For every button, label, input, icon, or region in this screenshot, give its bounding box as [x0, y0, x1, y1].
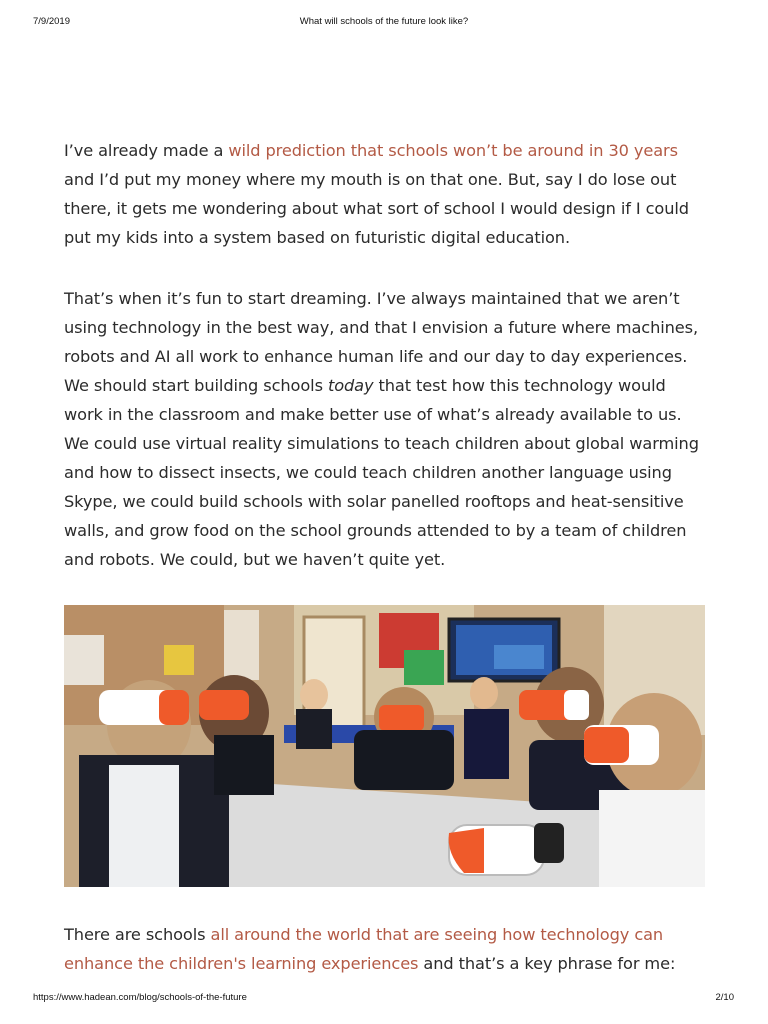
paragraph-1 [64, 136, 709, 252]
print-date: 7/9/2019 [33, 16, 70, 27]
paragraph-2 [64, 284, 709, 574]
paragraph-3 [64, 920, 709, 978]
print-page-title: What will schools of the future look like? [299, 16, 469, 27]
paragraph-3-text-a: There are schools [64, 925, 211, 944]
classroom-vr-photo [64, 605, 705, 887]
print-header [0, 16, 768, 30]
link-wild-prediction[interactable]: wild prediction that schools won’t be around in 30 years [228, 141, 678, 160]
print-page-number: 2/10 [715, 992, 734, 1003]
paragraph-2-emphasis: today [327, 376, 374, 395]
link-schools-around-world[interactable]: all around the world that are seeing how technology can enhance the children's learning experiences [64, 925, 664, 973]
print-url: https://www.hadean.com/blog/schools-of-the-future [33, 992, 247, 1003]
paragraph-3-text-b: and that’s a key phrase for me: [418, 954, 676, 973]
paragraph-2-text-a: That’s when it’s fun to start dreaming. I’ve always maintained that we aren’t using technology in the best way, and that I envision a future where machines, robots and AI all work to enhance human life and our day to day experiences. We should start building schools [64, 289, 699, 395]
paragraph-2-text-b: that test how this technology would work in the classroom and make better use of what’s already available to us. We could use virtual reality simulations to teach children about global warming and how to dissect insects, we could teach children another language using Skype, we could build schools with solar panelled rooftops and heat-sensitive walls, and grow food on the school grounds attended to by a team of children and robots. We could, but we haven’t quite yet. [64, 376, 699, 569]
paragraph-1-text-a: I’ve already made a [64, 141, 229, 160]
print-footer [0, 992, 768, 1006]
paragraph-1-text-b: and I’d put my money where my mouth is on that one. But, say I do lose out there, it gets me wondering about what sort of school I would design if I could put my kids into a system based on futuristic digital education. [64, 170, 689, 247]
